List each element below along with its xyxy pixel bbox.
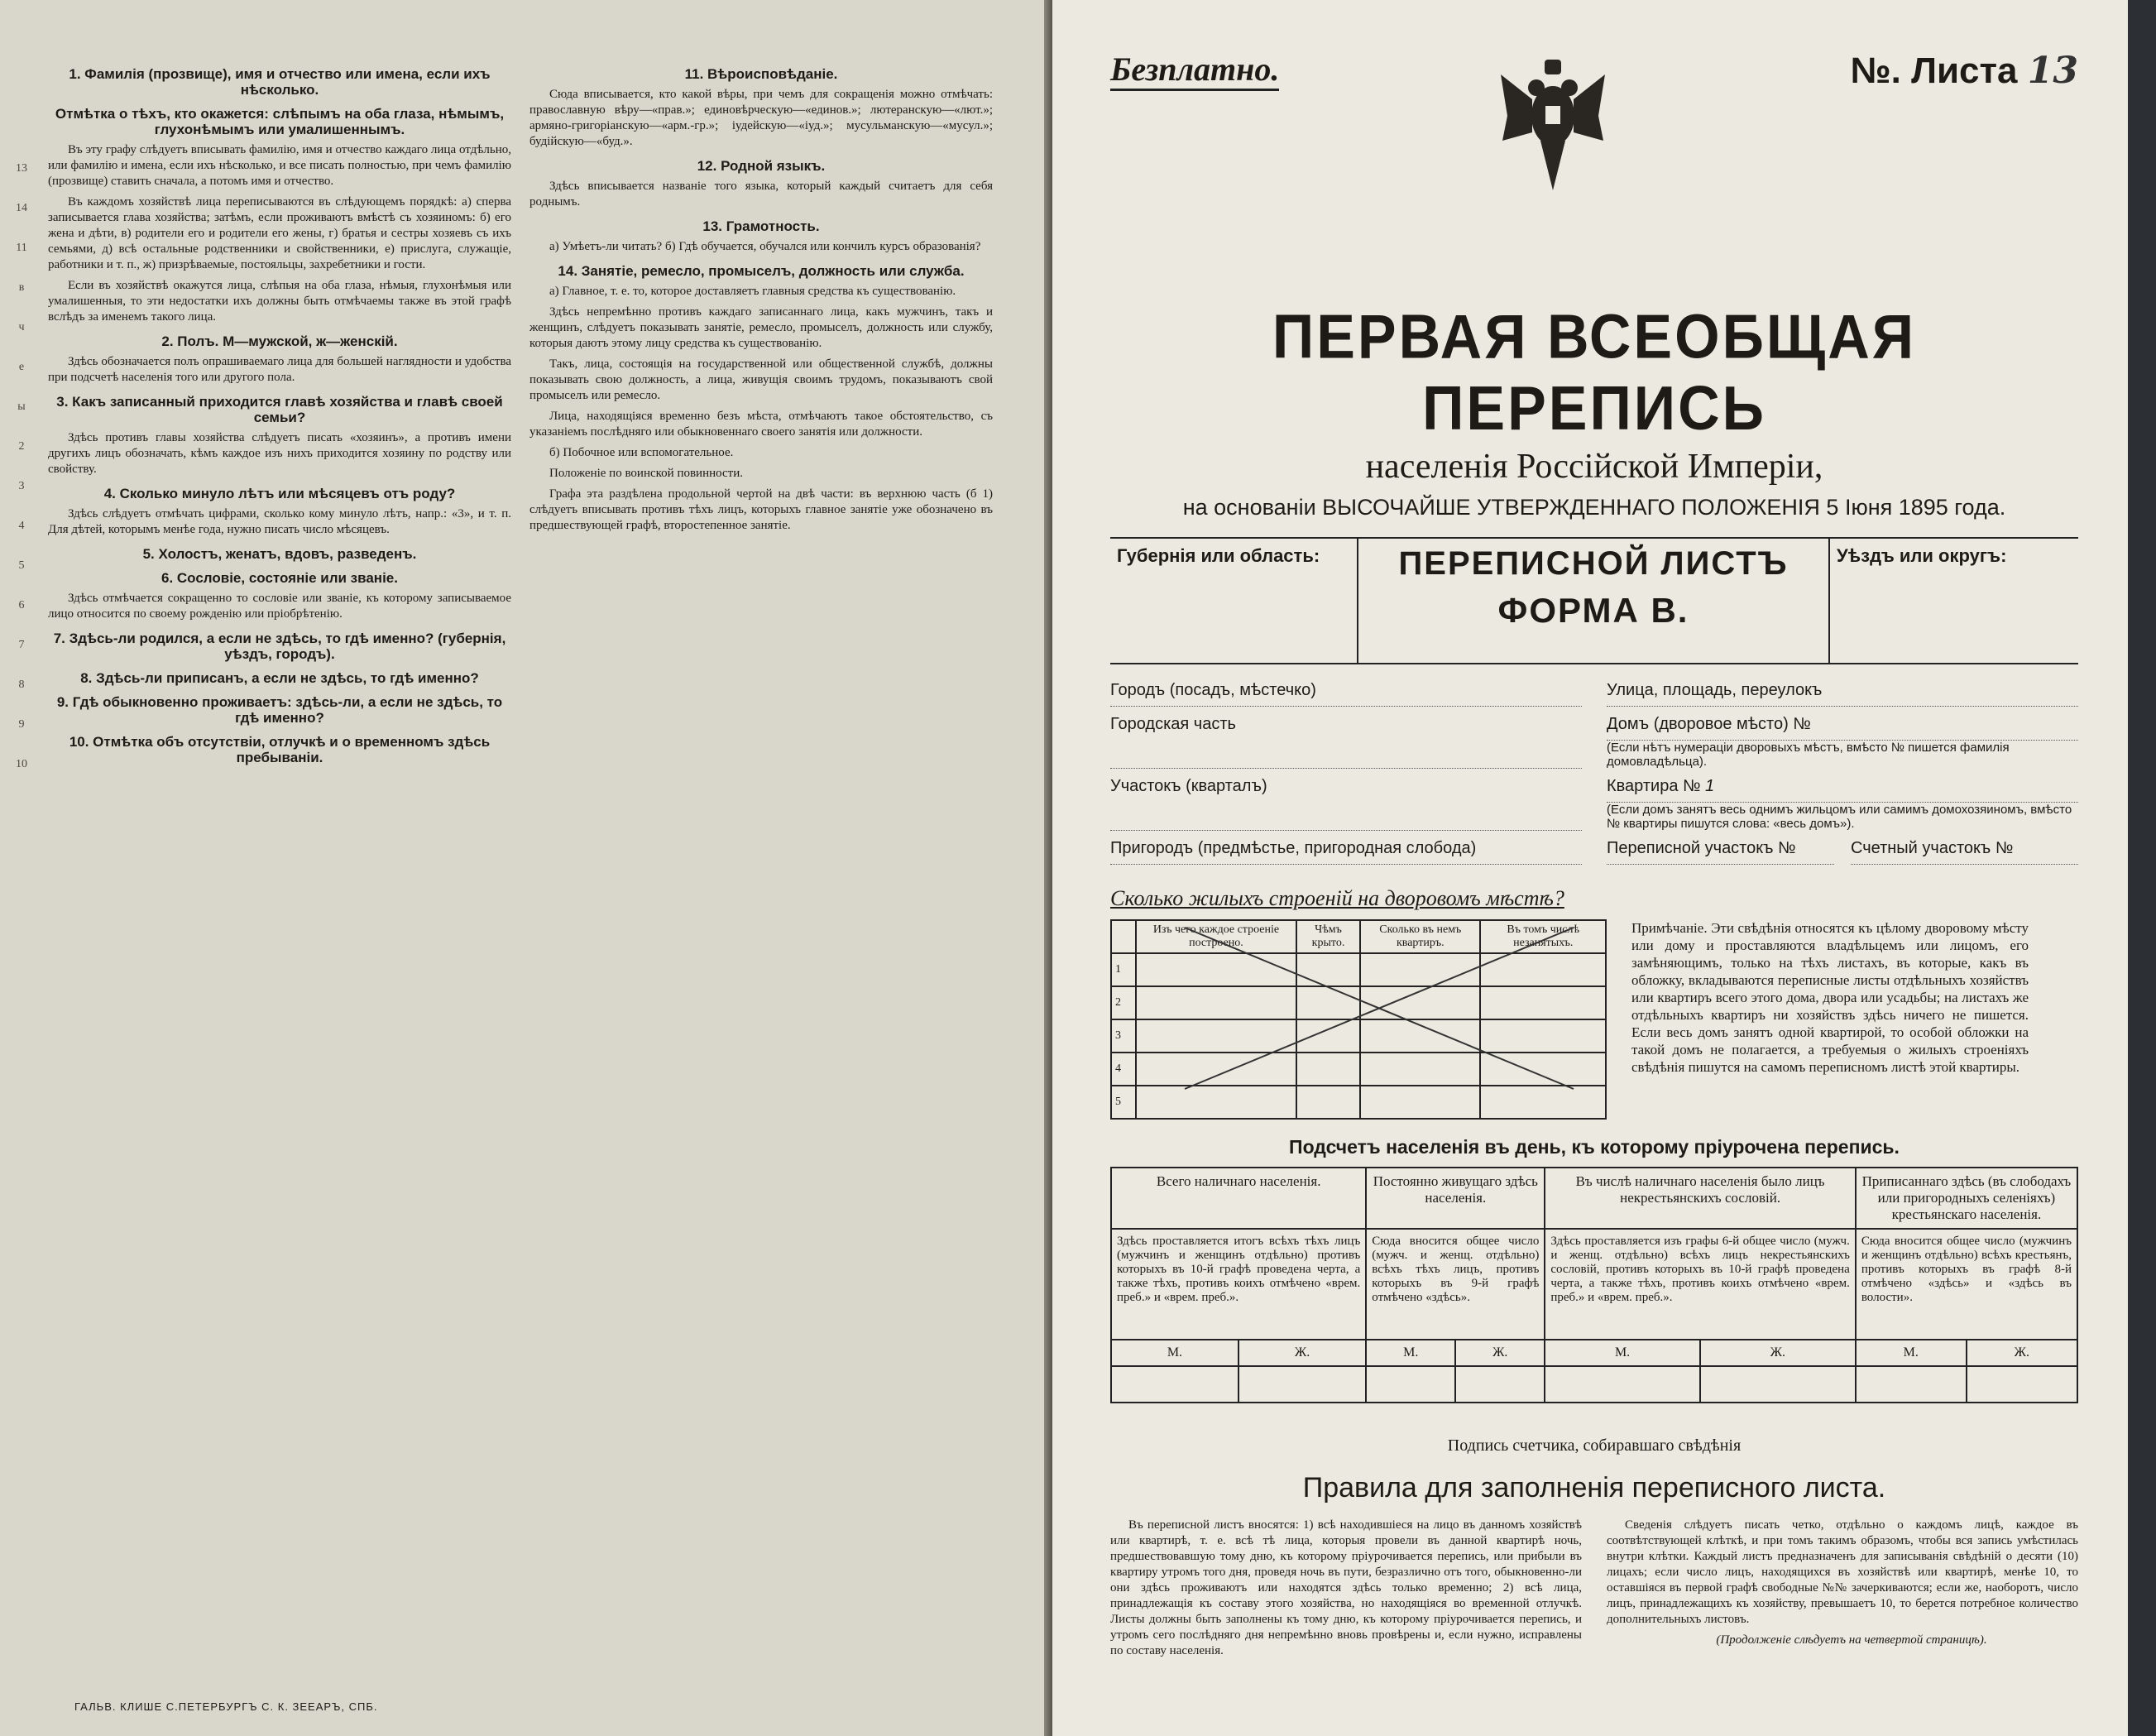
gutter-mark: 2 (18, 440, 25, 453)
gutter-mark: 14 (16, 202, 27, 214)
count-body-row-cell: Сюда вносится общее число (мужчинъ и женщинъ отдѣльно) всѣхъ крестьянъ, противъ которыхъ въ графѣ 8-й отмѣчено «здѣсь» и «здѣсь въ волости». (1856, 1229, 2077, 1340)
buildings-remark: Примѣчаніе. Эти свѣдѣнія относятся къ цѣлому дворовому мѣсту или дому и проставляются владѣльцемъ или лицомъ, его замѣняющимъ, только на тѣхъ листахъ, въ которые, какъ въ обложку, вкладываются переписные листы отдѣльныхъ хозяйствъ или квартиръ всего этого дома, двора или усадьбы; на листахъ же отдѣльныхъ квартиръ ни хозяйствъ здѣсь ничего не пишется. Если весь домъ занятъ одной квартирой, то особой обложки на такой домъ не полагается, а требуемыя о жилыхъ строеніяхъ свѣдѣнія пишутся на самомъ переписномъ листѣ этой квартиры. (1631, 920, 2029, 1075)
count-header-row-cell: Постоянно живущаго здѣсь населенія. (1366, 1168, 1545, 1229)
form-title-line-2: ФОРМА В. (1497, 591, 1689, 630)
address-fields (1110, 681, 2078, 865)
count-value-cell[interactable] (1239, 1366, 1366, 1403)
county-field[interactable]: Уѣздъ или округъ: (1837, 545, 2007, 566)
apartment-note: (Если домъ занятъ весь однимъ жильцомъ или самимъ домохозяиномъ, вмѣсто № квартиры пишутся слова: «весь домъ»). (1607, 803, 2072, 831)
count-value-cell[interactable] (1455, 1366, 1545, 1403)
sex-label: М. (1545, 1340, 1699, 1366)
section-heading: 9. Гдѣ обыкновенно проживаетъ: здѣсь-ли, а если не здѣсь, то гдѣ именно? (56, 694, 503, 726)
city-part-field[interactable]: Городская часть (1110, 715, 1582, 769)
instructions-column-2 (529, 58, 993, 1703)
gutter-mark: 9 (18, 718, 25, 731)
section-heading: 6. Сословіе, состояніе или званіе. (161, 570, 398, 586)
gutter-mark: 6 (18, 599, 25, 611)
section-heading: 1. Фамилія (прозвище), имя и отчество или имена, если ихъ нѣсколько. (69, 66, 491, 98)
count-value-cell[interactable] (1111, 1366, 1239, 1403)
rules-continued-note: (Продолженіе слѣдуетъ на четвертой страницѣ). (1716, 1633, 1987, 1647)
buildings-table-wrap (1110, 919, 1607, 1120)
sheet-number-handwritten: 13 (2027, 50, 2078, 92)
section-paragraph: Въ эту графу слѣдуетъ вписывать фамилію, имя и отчество каждаго лица отдѣльно, или фамилію и имена, если ихъ нѣсколько, и все писать полностью, при чемъ фамилію (прозвище) ставить сначала, а потомъ имя и отчество. (48, 143, 511, 188)
counting-area-field[interactable]: Счетный участокъ № (1851, 839, 2078, 865)
section-paragraph: Здѣсь обозначается полъ опрашиваемаго лица для большей наглядности и удобства при подсчетѣ населенія того или другого пола. (48, 355, 511, 384)
sex-label: М. (1856, 1340, 1967, 1366)
count-header-row-cell: Приписаннаго здѣсь (въ слободахъ или пригородныхъ селеніяхъ) крестьянскаго населенія. (1856, 1168, 2077, 1229)
count-header-row-cell: Въ числѣ наличнаго населенія было лицъ некрестьянскихъ сословій. (1545, 1168, 1855, 1229)
section-paragraph: Здѣсь слѣдуетъ отмѣчать цифрами, сколько кому минуло лѣтъ, напр.: «3», и т. п. Для дѣтей, которымъ менѣе года, нужно писать число мѣсяцевъ. (48, 507, 511, 536)
section-paragraph: Сюда вписывается, кто какой вѣры, при чемъ для сокращенія можно отмѣчать: православную вѣру—«прав.»; единовѣрческую—«единов.»; лютеранскую—«лют.»; армяно-григоріанскую—«арм.-гр.»; іудейскую—«іуд.»; мусульманскую—«мусул.»; будійскую—«буд.». (529, 88, 993, 148)
double-headed-eagle-emblem-icon (1499, 58, 1607, 199)
section-paragraph: Такъ, лица, состоящія на государственной или общественной службѣ, должны показывать свою должность, а лица, живущія своимъ трудомъ, показываютъ свой промыселъ или ремесло. (529, 357, 993, 402)
form-title-line-1: ПЕРЕПИСНОЙ ЛИСТЪ (1398, 545, 1789, 582)
section-paragraph: Графа эта раздѣлена продольной чертой на двѣ части: въ верхнюю часть (б 1) слѣдуетъ вписывать противъ тѣхъ лицъ, которыхъ главное занятіе уже обозначено въ предшествующей графѣ, второстепенное занятіе. (529, 487, 993, 532)
count-body-row-cell: Здѣсь проставляется итогъ всѣхъ тѣхъ лицъ (мужчинъ и женщинъ отдѣльно) противъ которыхъ въ 10-й графѣ проведена черта, а также тѣхъ, противъ коихъ отмѣчено «врем. преб.» и «врем. преб.». (1111, 1229, 1366, 1340)
apartment-field[interactable] (1607, 777, 2078, 803)
rules-column-1 (1110, 1518, 1582, 1664)
gutter-mark: 4 (18, 520, 25, 532)
sex-label: Ж. (1239, 1340, 1366, 1366)
rules-text (1110, 1518, 2078, 1664)
gutter-mark: ч (18, 321, 25, 333)
rules-column-2 (1607, 1518, 2078, 1664)
count-value-cell[interactable] (1700, 1366, 1856, 1403)
section-heading: 12. Родной языкъ. (697, 158, 826, 174)
sex-label: М. (1366, 1340, 1455, 1366)
document-title: ПЕРВАЯ ВСЕОБЩАЯ ПЕРЕПИСЬ (1272, 301, 1917, 444)
area-fields (1607, 839, 2078, 865)
census-area-field[interactable]: Переписной участокъ № (1607, 839, 1834, 865)
row-number: 4 (1111, 1053, 1136, 1086)
house-field[interactable]: Домъ (дворовое мѣсто) № (1607, 715, 2078, 741)
section-heading: 10. Отмѣтка объ отсутствіи, отлучкѣ и о временномъ здѣсь пребываніи. (69, 734, 491, 765)
section-heading: 14. Занятіе, ремесло, промыселъ, должность или служба. (558, 263, 965, 279)
buildings-table-header-cell: Въ томъ числѣ незанятыхъ. (1480, 920, 1606, 953)
form-title (1358, 539, 1830, 663)
section-heading: Отмѣтка о тѣхъ, кто окажется: слѣпымъ на оба глаза, нѣмымъ, глухонѣмымъ или умалишеннымъ. (55, 106, 505, 137)
document-subtitle: населенія Россійской Имперіи, (1365, 448, 1823, 486)
count-value-cell[interactable] (1856, 1366, 1967, 1403)
left-page (0, 0, 1052, 1736)
count-value-row (1111, 1366, 2077, 1403)
house-note: (Если нѣтъ нумераціи дворовыхъ мѣстъ, вмѣсто № пишется фамилія домовладѣльца). (1607, 741, 2010, 769)
section-heading: 11. Вѣроисповѣданіе. (684, 66, 838, 82)
section-paragraph: Здѣсь вписывается названіе того языка, который каждый считаетъ для себя роднымъ. (529, 180, 993, 209)
buildings-question: Сколько жилыхъ строеній на дворовомъ мѣстѣ? (1110, 886, 1564, 910)
gutter-mark: 11 (16, 242, 27, 254)
section-heading: 2. Полъ. М—мужской, ж—женскій. (161, 333, 398, 349)
count-header-row (1111, 1168, 2077, 1229)
rules-title: Правила для заполненія переписного листа. (1302, 1472, 1886, 1503)
row-number: 5 (1111, 1086, 1136, 1119)
section-paragraph: а) Умѣетъ-ли читать? б) Гдѣ обучается, обучался или кончилъ курсъ образованія? (549, 240, 981, 253)
section-paragraph: а) Главное, т. е. то, которое доставляетъ главныя средства къ существованію. (549, 285, 956, 298)
section-heading: 8. Здѣсь-ли приписанъ, а если не здѣсь, то гдѣ именно? (80, 670, 479, 686)
legal-basis: на основаніи ВЫСОЧАЙШЕ УТВЕРЖДЕННАГО ПОЛОЖЕНІЯ 5 Іюня 1895 года. (1182, 495, 2006, 520)
crossed-out-mark-icon (1110, 919, 1607, 1093)
instructions-column-1 (48, 58, 511, 1703)
buildings-table-header-cell: Сколько въ немъ квартиръ. (1360, 920, 1480, 953)
section-paragraph: Здѣсь непремѣнно противъ каждаго записаннаго лица, какъ мужчинъ, такъ и женщинъ, слѣдуетъ показывать занятіе, ремесло, промыселъ, должность или службу, которыя даютъ этому лицу средства къ существованію. (529, 305, 993, 350)
section-heading: 13. Грамотность. (702, 218, 820, 234)
sex-label: М. (1111, 1340, 1239, 1366)
section-paragraph: Положеніе по воинской повинности. (549, 467, 744, 480)
sex-label: Ж. (1967, 1340, 2077, 1366)
province-field[interactable]: Губернія или область: (1110, 539, 1358, 663)
gutter-mark: 5 (18, 559, 25, 572)
form-header (1110, 537, 2078, 664)
free-label: Безплатно. (1110, 50, 1279, 91)
rules-paragraph-1: Въ переписной листъ вносятся: 1) всѣ находившіеся на лицо въ данномъ хозяйствѣ или квартирѣ, т. е. всѣ тѣ лица, которыя провели въ данной квартирѣ ночь, предшествовавшую тому дню, къ которому пріурочивается перепись, или прибыли въ квартиру утромъ того дня, проведя ночь въ пути, безразлично отъ того, обыкновенно-ли они здѣсь проживаютъ или находятся здѣсь только временно; 2) всѣ лица, принадлежащія къ составу этого хозяйства, но находящіяся во временной отлучкѣ. Листы должны быть заполнены къ тому дню, къ которому пріурочивается перепись, и утромъ сего послѣдняго дня непремѣнно вновь провѣрены и, если нужно, исправлены по составу населенія. (1110, 1518, 1582, 1657)
population-count-table (1110, 1167, 2078, 1403)
section-paragraph: Здѣсь отмѣчается сокращенно то сословіе или званіе, къ которому записываемое лицо относится по своему рожденію или пріобрѣтенію. (48, 592, 511, 621)
sheet-number (1851, 50, 2078, 92)
street-field[interactable]: Улица, площадь, переулокъ (1607, 681, 2078, 707)
apartment-value: 1 (1705, 777, 1715, 795)
gutter-mark: 8 (18, 679, 25, 691)
enumerator-signature[interactable]: Подпись счетчика, собиравшаго свѣдѣнія (1447, 1436, 1742, 1455)
house-field-group (1607, 715, 2078, 769)
count-value-cell[interactable] (1545, 1366, 1699, 1403)
count-body-row-cell: Здѣсь проставляется изъ графы 6-й общее число (мужч. и женщ. отдѣльно) всѣхъ лицъ некрестьянскихъ сословій, противъ которыхъ въ 10-й графѣ проведена черта, а также тѣхъ, противъ коихъ отмѣчено «врем. преб.» и «врем. преб.». (1545, 1229, 1855, 1340)
buildings-table-header-cell: Изъ чего каждое строеніе построено. (1136, 920, 1296, 953)
sex-label: Ж. (1455, 1340, 1545, 1366)
gutter-mark: ы (17, 400, 26, 413)
sex-label-row (1111, 1340, 2077, 1366)
book-cover-edge (2128, 0, 2156, 1736)
gutter-marks (7, 149, 36, 784)
count-value-cell[interactable] (1366, 1366, 1455, 1403)
gutter-mark: в (18, 281, 25, 294)
section-paragraph: Если въ хозяйствѣ окажутся лица, слѣпыя на оба глаза, нѣмыя, глухонѣмыя или умалишенныя, то эти недостатки ихъ должны быть отмѣчаемы также въ этой графѣ вслѣдъ за именемъ такого лица. (48, 279, 511, 324)
gutter-mark: 10 (16, 758, 27, 770)
city-field[interactable]: Городъ (посадъ, мѣстечко) (1110, 681, 1582, 707)
population-count-title: Подсчетъ населенія въ день, къ которому пріурочена перепись. (1289, 1136, 1900, 1158)
section-heading: 5. Холостъ, женатъ, вдовъ, разведенъ. (142, 546, 417, 562)
rules-paragraph-2: Сведенія слѣдуетъ писать четко, отдѣльно о каждомъ лицѣ, каждое въ соотвѣтствующей клѣткѣ, и при томъ такимъ образомъ, чтобы вся запись умѣстилась внутри клѣтки. Каждый листъ предназначенъ для записыванія свѣдѣній о десяти (10) лицахъ; если число лицъ, находящихся въ хозяйствѣ или квартирѣ, менѣе 10, то оставшіяся въ первой графѣ свободные №№ зачеркиваются; если же, наоборотъ, число лицъ, принадлежащихъ къ хозяйству, превышаетъ 10, то берется потребное количество дополнительныхъ листовъ. (1607, 1518, 2078, 1626)
sheet-number-label: №. Листа (1850, 50, 2018, 91)
section-heading: 4. Сколько минуло лѣтъ или мѣсяцевъ отъ роду? (103, 486, 456, 501)
section-paragraph: Въ каждомъ хозяйствѣ лица переписываются въ слѣдующемъ порядкѣ: а) сперва записывается глава хозяйства; затѣмъ, если проживаютъ вмѣстѣ съ хозяиномъ: б) его жена и дѣти, в) родители его и родители его жены, г) братья и сестры хозяевъ съ ихъ семьями, д) всѣ остальные родственники и свойственники, е) прислуга, служащіе, работники и т. п., ж) призрѣваемые, постояльцы, захребетники и гости. (48, 195, 511, 271)
section-paragraph: Лица, находящіяся временно безъ мѣста, отмѣчаютъ такое обстоятельство, съ указаніемъ послѣдняго или обыкновеннаго своего занятія или должности. (529, 410, 993, 439)
gutter-mark: 13 (16, 162, 27, 175)
count-header-row-cell: Всего наличнаго населенія. (1111, 1168, 1366, 1229)
row-number: 3 (1111, 1019, 1136, 1053)
district-field[interactable]: Участокъ (кварталъ) (1110, 777, 1582, 831)
buildings-table-header-cell: Чѣмъ крыто. (1296, 920, 1360, 953)
apartment-label: Квартира № (1607, 777, 1701, 795)
section-paragraph: б) Побочное или вспомогательное. (549, 446, 734, 459)
count-value-cell[interactable] (1967, 1366, 2077, 1403)
count-body-row-cell: Сюда вносится общее число (мужч. и женщ. отдѣльно) всѣхъ тѣхъ лицъ, противъ которыхъ въ 9-й графѣ отмѣчено «здѣсь». (1366, 1229, 1545, 1340)
gutter-mark: е (18, 361, 25, 373)
section-heading: 3. Какъ записанный приходится главѣ хозяйства и главѣ своей семьи? (56, 394, 503, 425)
section-heading: 7. Здѣсь-ли родился, а если не здѣсь, то гдѣ именно? (губернія, уѣздъ, городъ). (53, 631, 506, 662)
gutter-mark: 3 (18, 480, 25, 492)
row-number: 2 (1111, 986, 1136, 1019)
right-page (1052, 0, 2128, 1736)
section-paragraph: Здѣсь противъ главы хозяйства слѣдуетъ писать «хозяинъ», а противъ имени другихъ лицъ обозначать, кѣмъ каждое изъ нихъ приходится хозяину по родству или свойству. (48, 431, 511, 476)
apartment-field-group (1607, 777, 2078, 831)
gutter-mark: 7 (18, 639, 25, 651)
printer-footer: ГАЛЬВ. КЛИШЕ С.ПЕТЕРБУРГЪ С. К. ЗЕЕАРЪ, СПБ. (74, 1700, 378, 1713)
buildings-section (1110, 919, 2078, 1120)
suburb-field[interactable]: Пригородъ (предмѣстье, пригородная слобода) (1110, 839, 1582, 865)
sex-label: Ж. (1700, 1340, 1856, 1366)
count-body-row (1111, 1229, 2077, 1340)
row-number: 1 (1111, 953, 1136, 986)
